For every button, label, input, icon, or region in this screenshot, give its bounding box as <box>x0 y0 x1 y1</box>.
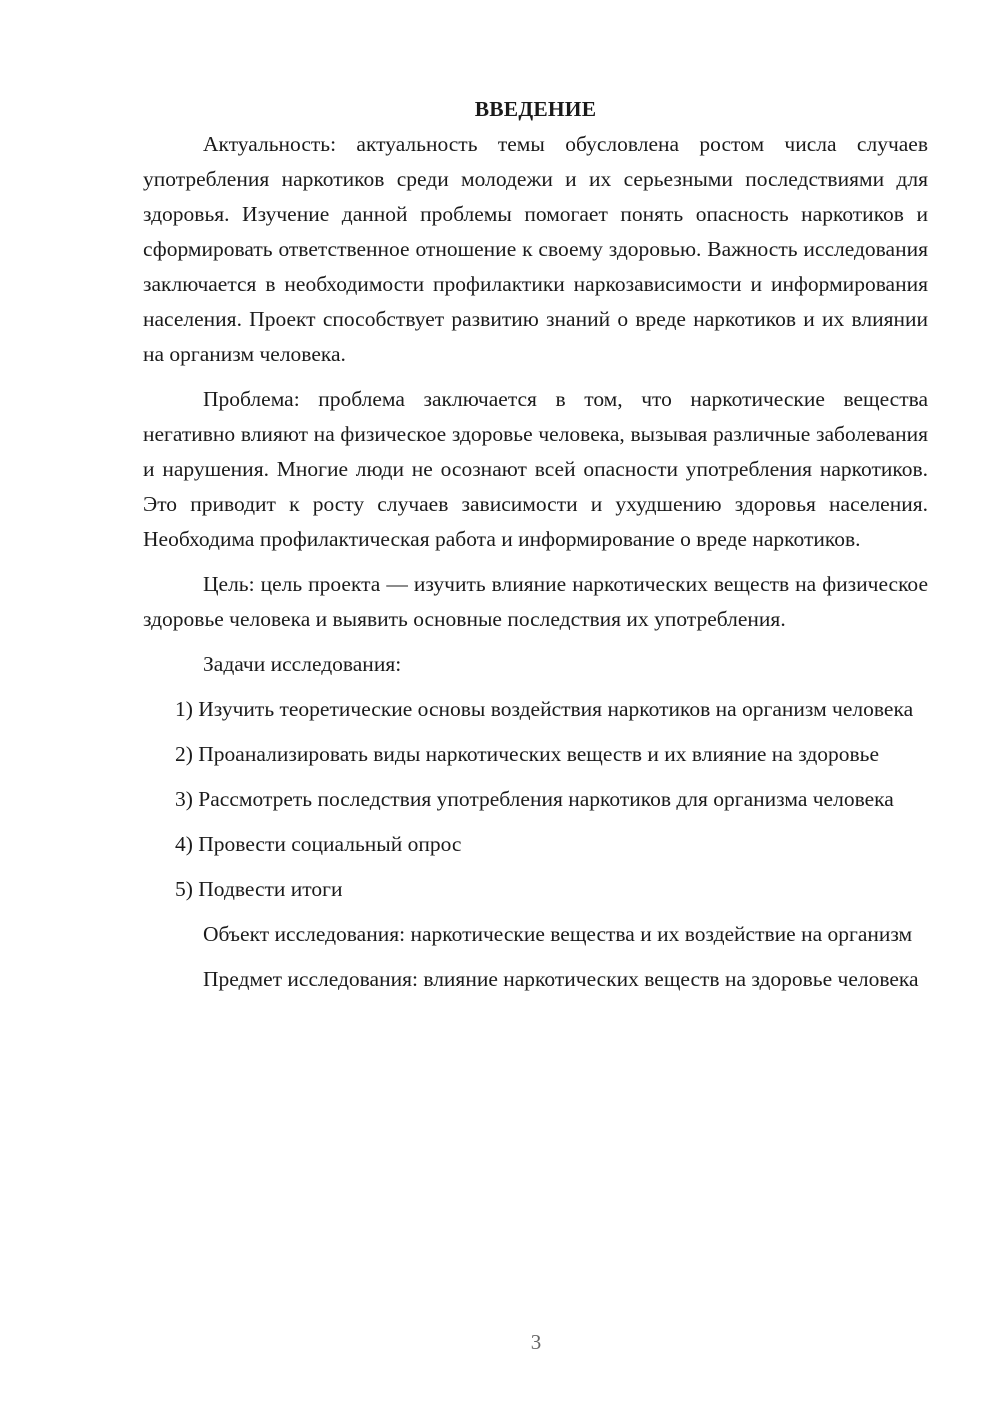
page-number: 3 <box>530 1330 542 1354</box>
section-title: ВВЕДЕНИЕ <box>474 97 597 121</box>
document-page <box>143 92 928 997</box>
subject-paragraph: Предмет исследования: влияние наркотических веществ на здоровье человека <box>203 967 919 991</box>
problem-paragraph: Проблема: проблема заключается в том, что наркотические вещества негативно влияют на физическое здоровье человека, вызывая различные заболевания и нарушения. Многие люди не осознают всей опасности употребления наркотиков. Это приводит к росту случаев зависимости и ухудшению здоровья населения. Необходима профилактическая работа и информирование о вреде наркотиков. <box>143 387 928 551</box>
goal-paragraph: Цель: цель проекта — изучить влияние наркотических веществ на физическое здоровье человека и выявить основные последствия их употребления. <box>143 572 928 631</box>
task-item-2: 2) Проанализировать виды наркотических веществ и их влияние на здоровье <box>175 742 880 766</box>
relevance-paragraph: Актуальность: актуальность темы обусловлена ростом числа случаев употребления наркотиков среди молодежи и их серьезными последствиями для здоровья. Изучение данной проблемы помогает понять опасность наркотиков и сформировать ответственное отношение к своему здоровью. Важность исследования заключается в необходимости профилактики наркозависимости и информирования населения. Проект способствует развитию знаний о вреде наркотиков и их влиянии на организм человека. <box>143 132 928 366</box>
task-item-4: 4) Провести социальный опрос <box>175 832 462 856</box>
tasks-heading: Задачи исследования: <box>203 652 402 676</box>
tasks-list <box>143 692 928 907</box>
task-item-3: 3) Рассмотреть последствия употребления наркотиков для организма человека <box>175 787 894 811</box>
task-item-5: 5) Подвести итоги <box>175 877 343 901</box>
object-paragraph: Объект исследования: наркотические вещества и их воздействие на организм <box>203 922 913 946</box>
task-item-1: 1) Изучить теоретические основы воздействия наркотиков на организм человека <box>175 697 914 721</box>
